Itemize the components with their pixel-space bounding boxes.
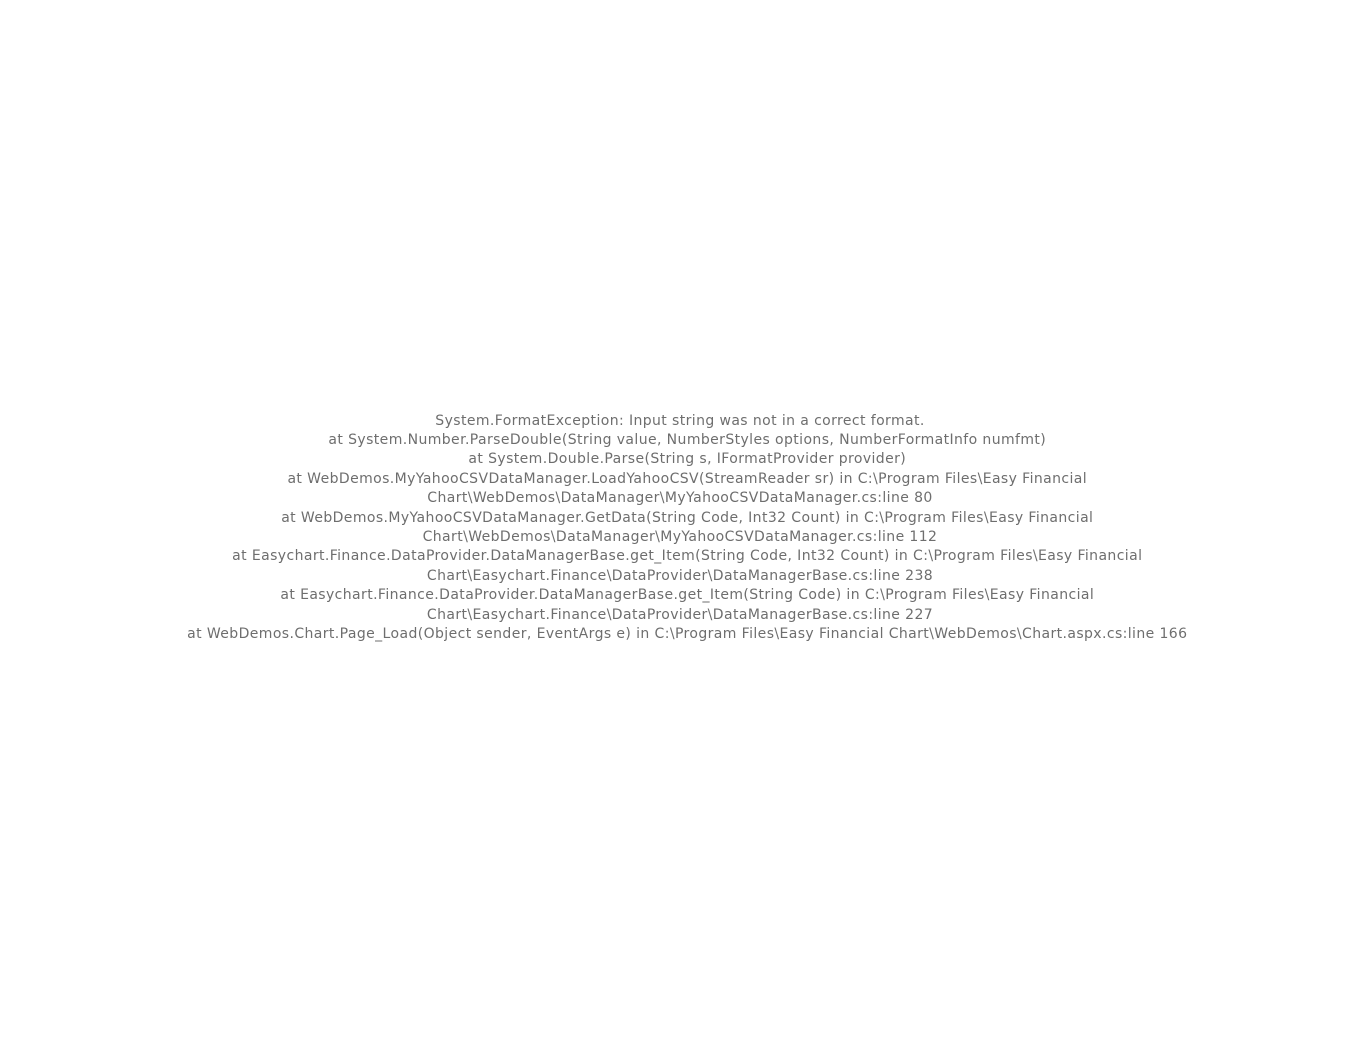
stacktrace-line: at WebDemos.MyYahooCSVDataManager.LoadYahooCSV(StreamReader sr) in C:\Program Files\Easy Financial: [272, 470, 1088, 487]
stacktrace-line: at WebDemos.Chart.Page_Load(Object sender, EventArgs e) in C:\Program Files\Easy Financial Chart\WebDemos\Chart.aspx.cs:line 166: [172, 626, 1188, 643]
stacktrace-line: Chart\WebDemos\DataManager\MyYahooCSVDataManager.cs:line 80: [427, 490, 933, 507]
stacktrace-line: at System.Double.Parse(String s, IFormatProvider provider): [453, 451, 907, 468]
stacktrace-line: Chart\WebDemos\DataManager\MyYahooCSVDataManager.cs:line 112: [422, 529, 938, 545]
error-stacktrace: [173, 412, 1188, 645]
stacktrace-line: at System.Number.ParseDouble(String value, NumberStyles options, NumberFormatInfo numfmt): [313, 431, 1047, 448]
stacktrace-line: at Easychart.Finance.DataProvider.DataManagerBase.get_Item(String Code) in C:\Program Files\Easy Financial: [265, 587, 1095, 604]
stacktrace-line: Chart\Easychart.Finance\DataProvider\DataManagerBase.cs:line 227: [426, 606, 934, 623]
stacktrace-line: Chart\Easychart.Finance\DataProvider\DataManagerBase.cs:line 238: [426, 567, 934, 584]
stacktrace-line: at Easychart.Finance.DataProvider.DataManagerBase.get_Item(String Code, Int32 Count) in C:\Program Files\Easy Financial: [217, 548, 1143, 565]
stacktrace-line: at WebDemos.MyYahooCSVDataManager.GetData(String Code, Int32 Count) in C:\Program Files\Easy Financial: [266, 509, 1094, 526]
stacktrace-line: System.FormatException: Input string was not in a correct format.: [435, 412, 925, 429]
